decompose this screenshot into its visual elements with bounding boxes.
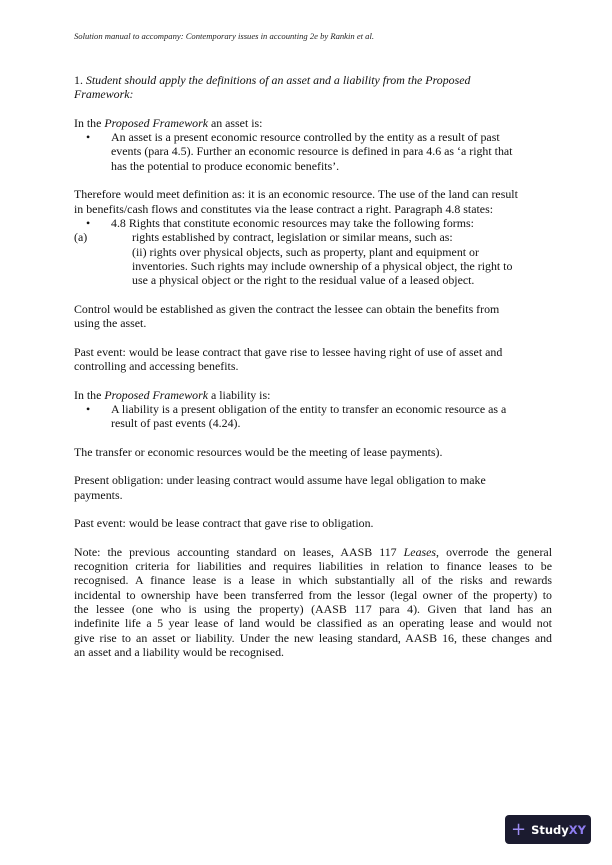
text-line: A liability is a present obligation of the entity to transfer an economic resource as a (111, 401, 507, 416)
note-paragraph (74, 545, 552, 659)
logo-study-text: Study (531, 822, 569, 837)
text-line (74, 545, 552, 559)
text-line: Past event: would be lease contract that gave rise to obligation. (74, 516, 374, 531)
text-line: In the (74, 115, 105, 130)
logo-xy-text: XY (568, 822, 586, 837)
text-line: rights established by contract, legislation or similar means, such as: (132, 230, 453, 245)
question-heading (74, 73, 552, 102)
text-line: the lessee (one who is using the property) (AASB 117 para 4). Given that land has an (74, 601, 552, 616)
bullet-item (74, 130, 552, 173)
text-line: an asset is: (207, 115, 263, 130)
text-line: inventories. Such rights may include ownership of a physical object, the right to (132, 258, 513, 273)
text-line: Control would be established as given the contract the lessee can obtain the benefits from (74, 301, 500, 316)
heading-line: Student should apply the definitions of an asset and a liability from the Proposed (85, 73, 471, 87)
plus-icon: + (511, 818, 527, 840)
heading-line: Framework: (74, 87, 134, 102)
text-line: events (para 4.5). Further an economic resource is defined in para 4.6 as ‘a right that (111, 144, 513, 159)
text-line: 4.8 Rights that constitute economic resources may take the following forms: (111, 215, 474, 230)
running-header: Solution manual to accompany: Contemporary issues in accounting 2e by Rankin et al. (74, 31, 375, 41)
present-obligation-paragraph (74, 473, 552, 502)
bullet-icon: • (86, 215, 91, 230)
text-line: Note: the previous accounting standard on leases, AASB 117 (74, 544, 404, 559)
text-line: use a physical object or the right to the residual value of a leased object. (132, 273, 475, 288)
text-line: has the potential to produce economic benefits’. (111, 158, 340, 173)
text-line (74, 73, 552, 87)
text-line: using the asset. (74, 316, 147, 331)
sub-item-a (74, 230, 552, 244)
text-line: payments. (74, 487, 123, 502)
text-line: a liability is: (207, 387, 271, 402)
text-line (74, 388, 552, 402)
text-line (74, 116, 552, 130)
asset-definition (74, 116, 552, 173)
text-line: incidental to ownership have been transferred from the lessor (legal owner of the property) to (74, 587, 552, 602)
therefore-paragraph (74, 187, 552, 287)
text-line: indefinite life a 5 year lease of land would be classified as an operating lease and would not (74, 616, 552, 631)
text-line: in benefits/cash flows and constitutes via the lease contract a right. Paragraph 4.8 states: (74, 201, 494, 216)
text-line: controlling and accessing benefits. (74, 358, 239, 373)
text-line: Leases (403, 544, 437, 559)
text-line: Proposed Framework (104, 387, 208, 402)
text-line: , overrode the general (436, 544, 552, 559)
text-line: (ii) rights over physical objects, such as property, plant and equipment or (132, 244, 479, 259)
past-event-asset-paragraph (74, 345, 552, 374)
text-line: recognised. A finance lease is a lease in which substantially all of the risks and rewards (74, 573, 552, 588)
text-line: an asset and a liability would be recognised. (74, 644, 285, 659)
bullet-item (74, 402, 552, 431)
text-line: (a) (74, 230, 88, 245)
text-line: Past event: would be lease contract that gave rise to lessee having right of use of asset and (74, 344, 503, 359)
text-line: An asset is a present economic resource controlled by the entity as a result of past (111, 130, 500, 145)
text-line: give rise to an asset or liability. Under the new leasing standard, AASB 16, these changes and (74, 630, 552, 645)
bullet-icon: • (86, 401, 91, 416)
text-line: The transfer or economic resources would be the meeting of lease payments). (74, 444, 443, 459)
past-event-liability-paragraph (74, 516, 552, 530)
question-number: 1. (74, 73, 86, 87)
text-line: In the (74, 387, 105, 402)
text-line: recognition criteria for liabilities and requires liabilities in relation to finance leases to be (74, 559, 552, 574)
sub-item-ii (74, 245, 552, 288)
liability-definition (74, 388, 552, 431)
text-line: Present obligation: under leasing contract would assume have legal obligation to make (74, 473, 486, 488)
text-line: result of past events (4.24). (111, 416, 241, 431)
text-line: Proposed Framework (104, 115, 208, 130)
bullet-icon: • (86, 130, 91, 145)
text-line: Therefore would meet definition as: it is an economic resource. The use of the land can result (74, 187, 518, 202)
control-paragraph (74, 302, 552, 331)
studyxy-logo-badge[interactable] (505, 815, 591, 844)
bullet-item (74, 216, 552, 230)
transfer-paragraph (74, 445, 552, 459)
document-body (74, 73, 552, 673)
